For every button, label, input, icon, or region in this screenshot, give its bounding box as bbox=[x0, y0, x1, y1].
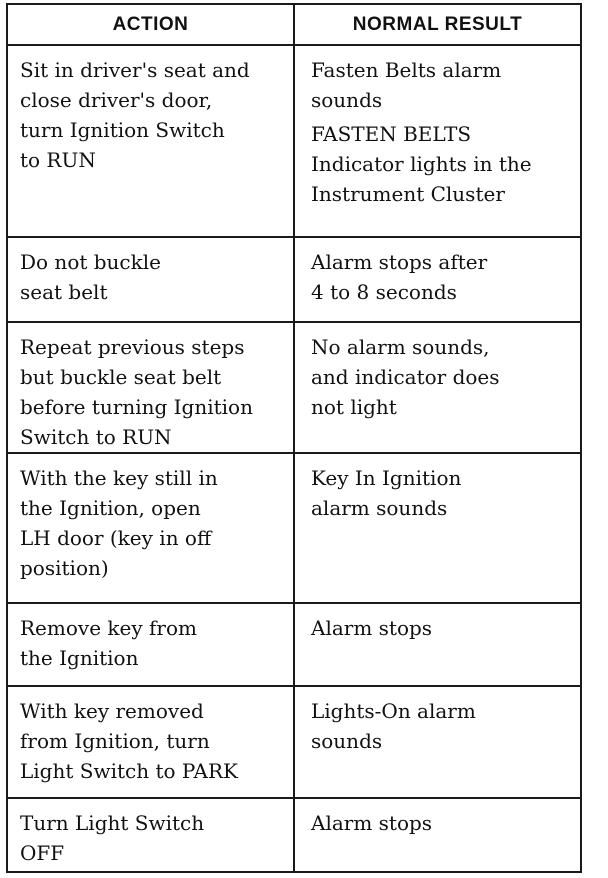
table-row bbox=[7, 686, 581, 798]
result-cell bbox=[294, 237, 581, 322]
result-text: No alarm sounds, and indicator does not light bbox=[311, 335, 500, 419]
result-text: Alarm stops bbox=[311, 811, 433, 835]
result-text: Fasten Belts alarm sounds bbox=[311, 58, 502, 112]
action-cell bbox=[7, 686, 294, 798]
result-cell bbox=[294, 603, 581, 686]
action-text: With the key still in the Ignition, open LH door (key in off position) bbox=[20, 466, 218, 580]
table-row bbox=[7, 237, 581, 322]
action-text: Sit in driver's seat and close driver's door, turn Ignition Switch to RUN bbox=[20, 58, 250, 172]
result-cell bbox=[294, 322, 581, 453]
action-cell bbox=[7, 45, 294, 237]
action-text: Turn Light Switch OFF bbox=[20, 811, 205, 865]
action-cell bbox=[7, 453, 294, 603]
action-cell bbox=[7, 798, 294, 872]
table-row bbox=[7, 453, 581, 603]
action-cell bbox=[7, 322, 294, 453]
table-row bbox=[7, 603, 581, 686]
result-cell bbox=[294, 453, 581, 603]
result-indicator-text: FASTEN BELTS Indicator lights in the Instrument Cluster bbox=[311, 122, 532, 206]
normal-result-column-header: NORMAL RESULT bbox=[294, 4, 581, 45]
table-header-row bbox=[7, 4, 581, 45]
result-cell bbox=[294, 686, 581, 798]
result-cell bbox=[294, 45, 581, 237]
table-row bbox=[7, 322, 581, 453]
action-text: Do not buckle seat belt bbox=[20, 250, 161, 304]
action-text: Repeat previous steps but buckle seat belt before turning Ignition Switch to RUN bbox=[20, 335, 253, 449]
result-text: Lights-On alarm sounds bbox=[311, 699, 476, 753]
document-page bbox=[6, 3, 580, 875]
action-cell bbox=[7, 237, 294, 322]
action-column-header: ACTION bbox=[7, 4, 294, 45]
result-text: Alarm stops bbox=[311, 616, 433, 640]
table-row bbox=[7, 45, 581, 237]
result-text: Key In Ignition alarm sounds bbox=[311, 466, 462, 520]
table-row bbox=[7, 798, 581, 872]
result-cell bbox=[294, 798, 581, 872]
action-text: With key removed from Ignition, turn Light Switch to PARK bbox=[20, 699, 238, 783]
alarm-check-table bbox=[6, 3, 582, 873]
action-text: Remove key from the Ignition bbox=[20, 616, 197, 670]
action-cell bbox=[7, 603, 294, 686]
result-text: Alarm stops after 4 to 8 seconds bbox=[311, 250, 488, 304]
